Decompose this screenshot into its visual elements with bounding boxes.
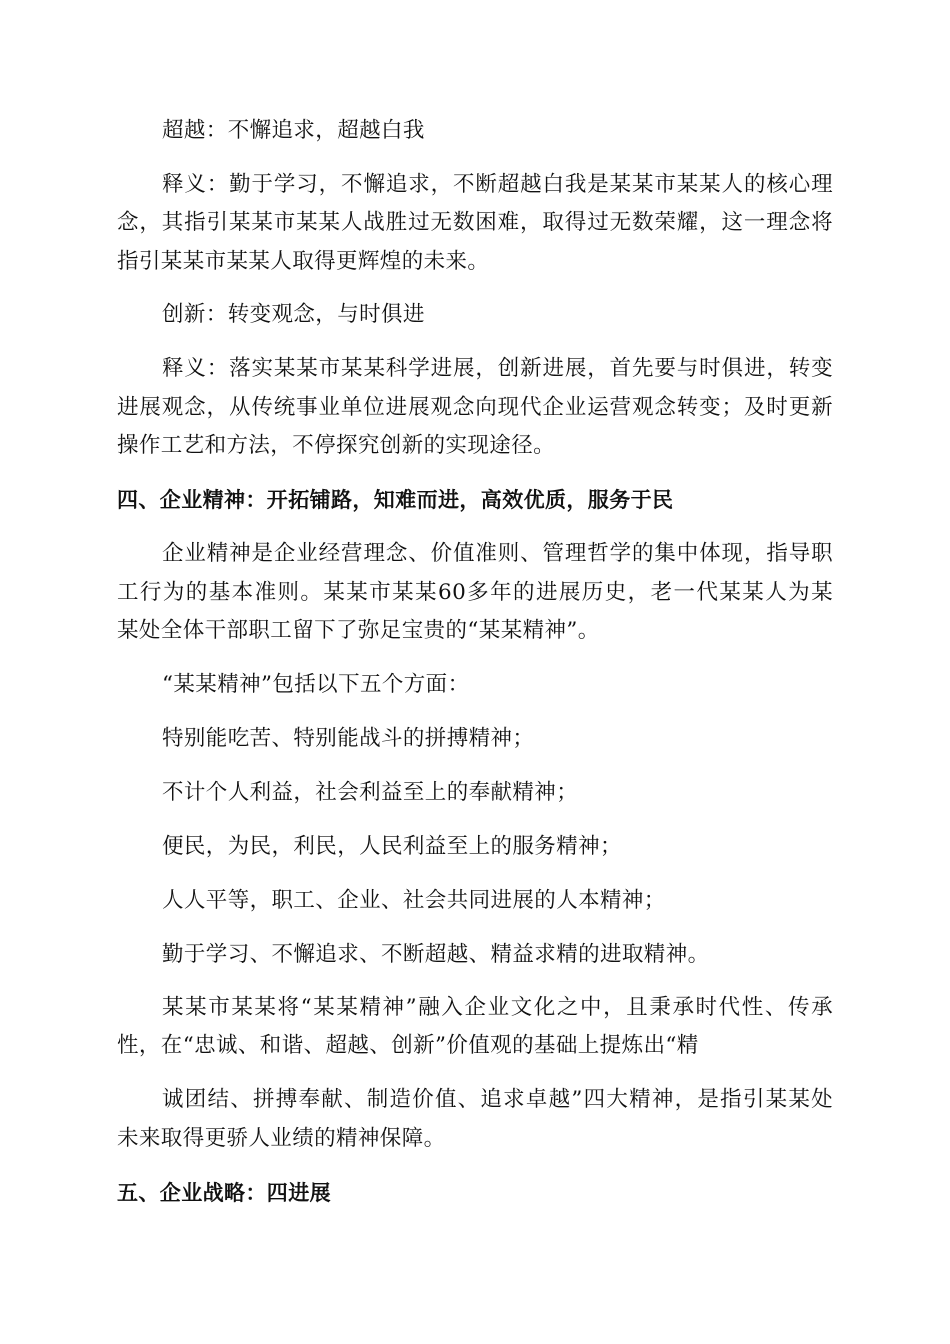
list-item: 人人平等，职工、企业、社会共同进展的人本精神； xyxy=(162,888,666,913)
paragraph-line: 某某市某某将“某某精神”融入企业文化之中，且秉承时代性、传承 xyxy=(162,995,833,1020)
paragraph-line: 操作工艺和方法，不停探究创新的实现途径。 xyxy=(117,433,556,458)
paragraph-line: 念，其指引某某市某某人战胜过无数困难，取得过无数荣耀，这一理念将 xyxy=(117,210,833,235)
paragraph-line: 工行为的基本准则。某某市某某60多年的进展历史，老一代某某人为某 xyxy=(117,580,833,605)
list-item: 勤于学习、不懈追求、不断超越、精益求精的进取精神。 xyxy=(162,942,710,967)
heading-enterprise-strategy: 五、企业战略：四进展 xyxy=(117,1181,331,1205)
list-intro: “某某精神”包括以下五个方面： xyxy=(162,672,470,697)
paragraph-line: 诚团结、拼搏奉献、制造价值、追求卓越”四大精神，是指引某某处 xyxy=(162,1087,833,1112)
list-item: 不计个人利益，社会利益至上的奉献精神； xyxy=(162,780,579,805)
heading-enterprise-spirit: 四、企业精神：开拓铺路，知难而进，高效优质，服务于民 xyxy=(117,488,674,512)
paragraph-line: 指引某某市某某人取得更辉煌的未来。 xyxy=(117,249,490,274)
paragraph-line: 企业精神是企业经营理念、价值准则、管理哲学的集中体现，指导职 xyxy=(162,541,833,566)
section-title-chaoyue: 超越：不懈追求，超越白我 xyxy=(162,118,425,143)
paragraph-line: 某处全体干部职工留下了弥足宝贵的“某某精神”。 xyxy=(117,618,600,643)
paragraph-line: 进展观念，从传统事业单位进展观念向现代企业运营观念转变；及时更新 xyxy=(117,395,833,420)
section-title-chuangxin: 创新：转变观念，与时俱进 xyxy=(162,302,425,327)
paragraph-line: 释义：勤于学习，不懈追求，不断超越白我是某某市某某人的核心理 xyxy=(162,172,833,197)
paragraph-line: 性，在“忠诚、和谐、超越、创新”价值观的基础上提炼出“精 xyxy=(117,1033,699,1058)
list-item: 便民，为民，利民，人民利益至上的服务精神； xyxy=(162,834,622,859)
paragraph-line: 未来取得更骄人业绩的精神保障。 xyxy=(117,1126,446,1151)
paragraph-line: 释义：落实某某市某某科学进展，创新进展，首先要与时俱进，转变 xyxy=(162,356,833,381)
list-item: 特别能吃苦、特别能战斗的拼搏精神； xyxy=(162,726,535,751)
